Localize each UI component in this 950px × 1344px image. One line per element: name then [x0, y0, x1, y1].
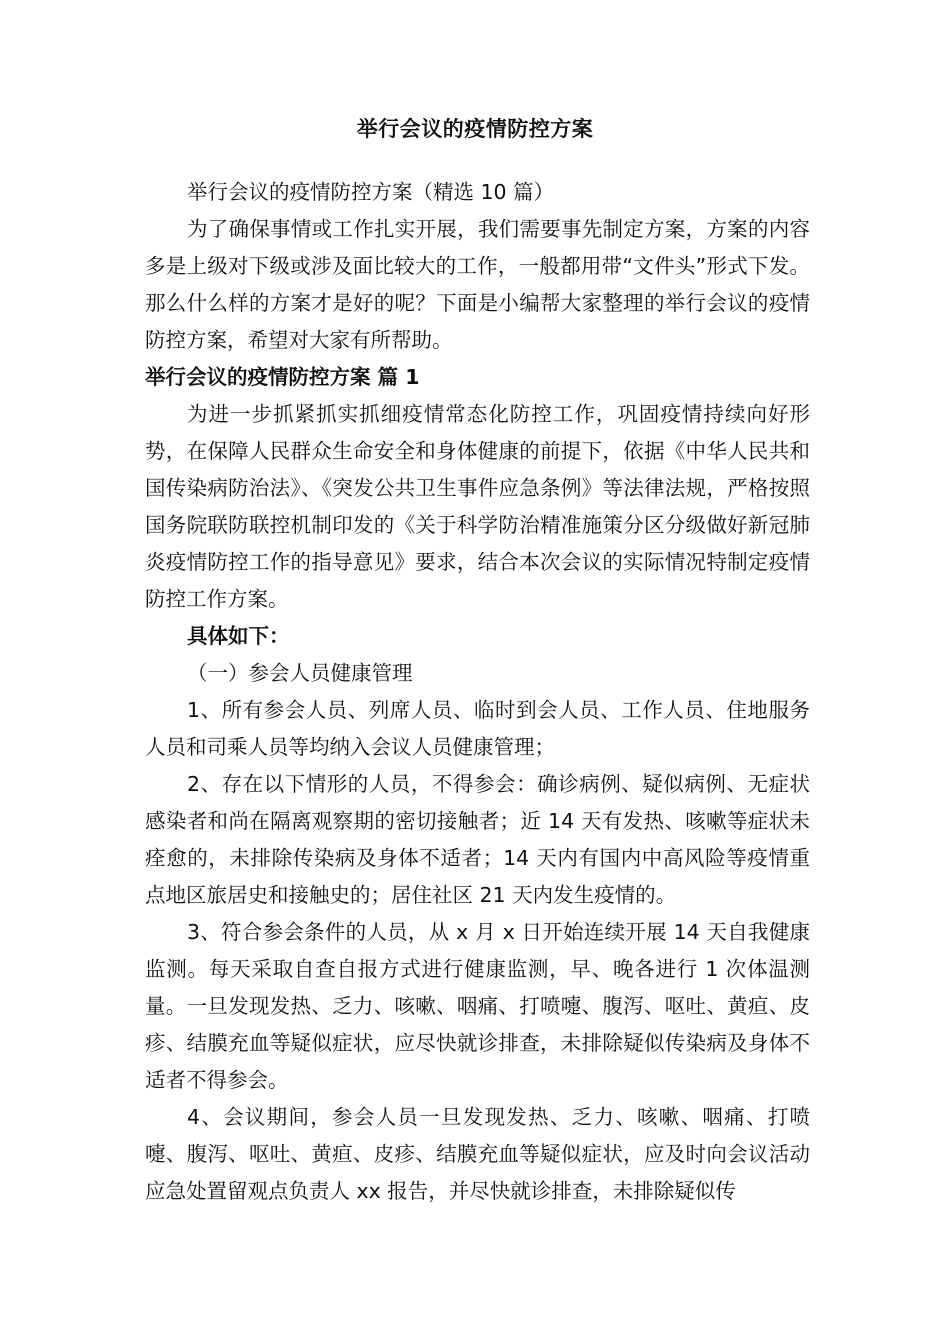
section-intro-paragraph: 为进一步抓紧抓实抓细疫情常态化防控工作，巩固疫情持续向好形势，在保障人民群众生命安全和身体健康的前提下，依据《中华人民共和国传染病防治法》、《突发公共卫生事件应急条例》等法律法规，严格按照国务院联防联控机制印发的《关于科学防治精准施策分区分级做好新冠肺炎疫情防控工作的指导意见》要求，结合本次会议的实际情况特制定疫情防控工作方案。: [145, 402, 810, 611]
list-item: 1、所有参会人员、列席人员、临时到会人员、工作人员、住地服务人员和司乘人员等均纳入会议人员健康管理；: [145, 698, 810, 759]
section-heading: 举行会议的疫情防控方案 篇 1: [145, 365, 420, 389]
document-body: [145, 174, 810, 1210]
list-item: 3、符合参会条件的人员，从 x 月 x 日开始连续开展 14 天自我健康监测。每天采取自查自报方式进行健康监测，早、晚各进行 1 次体温测量。一旦发现发热、乏力、咳嗽、咽痛、打喷嚏、腹泻、呕吐、黄疸、皮疹、结膜充血等疑似症状，应尽快就诊排查，未排除疑似传染病及身体不适者不得参会。: [145, 920, 810, 1092]
list-item: 4、会议期间，参会人员一旦发现发热、乏力、咳嗽、咽痛、打喷嚏、腹泻、呕吐、黄疸、皮疹、结膜充血等疑似症状，应及时向会议活动应急处置留观点负责人 xx 报告，并尽快就诊排查，未排除疑似传: [145, 1105, 810, 1203]
intro-paragraph: 为了确保事情或工作扎实开展，我们需要事先制定方案，方案的内容多是上级对下级或涉及面比较大的工作，一般都用带“文件头”形式下发。那么什么样的方案才是好的呢？下面是小编帮大家整理的举行会议的疫情防控方案，希望对大家有所帮助。: [145, 217, 810, 352]
sub-heading: （一）参会人员健康管理: [187, 661, 413, 685]
details-label: 具体如下：: [187, 624, 290, 648]
document-title: 举行会议的疫情防控方案: [356, 117, 594, 141]
document-subtitle: 举行会议的疫情防控方案（精选 10 篇）: [187, 180, 555, 204]
list-item: 2、存在以下情形的人员，不得参会：确诊病例、疑似病例、无症状感染者和尚在隔离观察期的密切接触者；近 14 天有发热、咳嗽等症状未痊愈的，未排除传染病及身体不适者；14 天内有国内中高风险等疫情重点地区旅居史和接触史的；居住社区 21 天内发生疫情的。: [145, 772, 810, 907]
